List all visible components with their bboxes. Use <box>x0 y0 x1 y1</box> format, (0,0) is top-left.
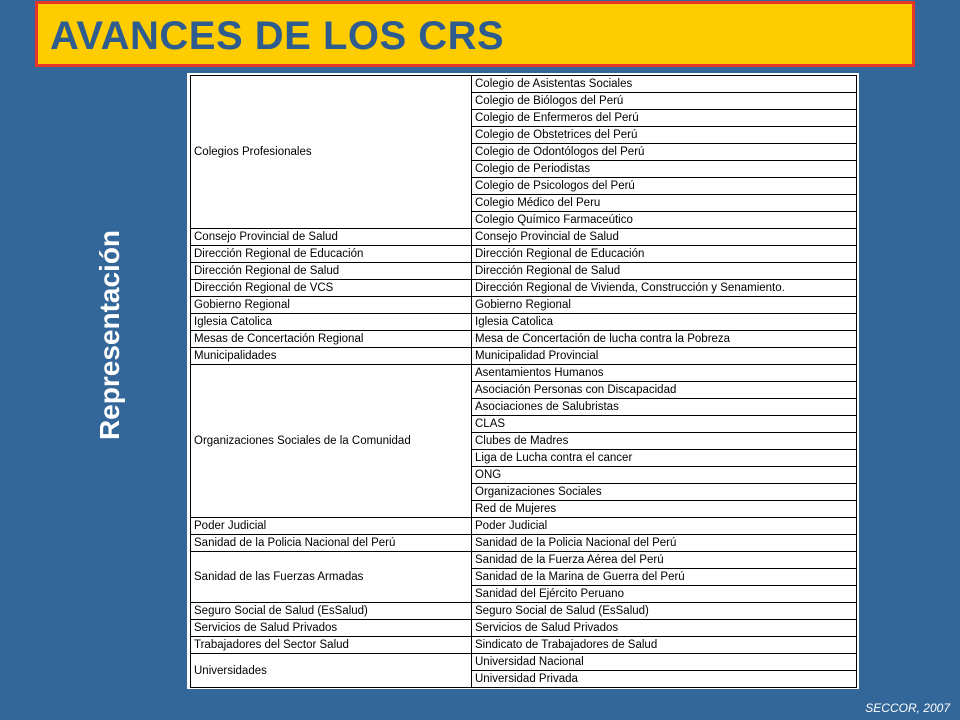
table-row <box>191 552 857 569</box>
footer-credit: SECCOR, 2007 <box>865 701 950 715</box>
member-cell: Colegio de Biólogos del Perú <box>472 93 857 110</box>
category-cell: Dirección Regional de VCS <box>191 280 472 297</box>
member-cell: Colegio de Asistentas Sociales <box>472 76 857 93</box>
table-row <box>191 229 857 246</box>
category-cell: Municipalidades <box>191 348 472 365</box>
category-cell: Mesas de Concertación Regional <box>191 331 472 348</box>
table-row <box>191 76 857 93</box>
category-cell: Seguro Social de Salud (EsSalud) <box>191 603 472 620</box>
table-row <box>191 348 857 365</box>
representation-table <box>190 75 857 688</box>
side-label: Representación <box>94 229 125 441</box>
table-row <box>191 314 857 331</box>
category-cell: Trabajadores del Sector Salud <box>191 637 472 654</box>
member-cell: Poder Judicial <box>472 518 857 535</box>
table-row <box>191 263 857 280</box>
category-cell: Dirección Regional de Educación <box>191 246 472 263</box>
member-cell: Organizaciones Sociales <box>472 484 857 501</box>
member-cell: Municipalidad Provincial <box>472 348 857 365</box>
table-row <box>191 280 857 297</box>
member-cell: Sanidad del Ejército Peruano <box>472 586 857 603</box>
representation-table-container <box>187 73 859 689</box>
category-cell: Servicios de Salud Privados <box>191 620 472 637</box>
table-row <box>191 603 857 620</box>
member-cell: Red de Mujeres <box>472 501 857 518</box>
table-row <box>191 246 857 263</box>
member-cell: Clubes de Madres <box>472 433 857 450</box>
member-cell: Universidad Privada <box>472 671 857 688</box>
member-cell: Colegio Médico del Peru <box>472 195 857 212</box>
category-cell: Organizaciones Sociales de la Comunidad <box>191 365 472 518</box>
table-row <box>191 365 857 382</box>
member-cell: Mesa de Concertación de lucha contra la Pobreza <box>472 331 857 348</box>
category-cell: Consejo Provincial de Salud <box>191 229 472 246</box>
member-cell: Colegio de Psicologos del Perú <box>472 178 857 195</box>
table-row <box>191 620 857 637</box>
member-cell: Seguro Social de Salud (EsSalud) <box>472 603 857 620</box>
table-body <box>191 76 857 688</box>
table-row <box>191 331 857 348</box>
category-cell: Universidades <box>191 654 472 688</box>
member-cell: Iglesia Catolica <box>472 314 857 331</box>
table-row <box>191 637 857 654</box>
member-cell: Dirección Regional de Salud <box>472 263 857 280</box>
category-cell: Colegios Profesionales <box>191 76 472 229</box>
member-cell: Sanidad de la Fuerza Aérea del Perú <box>472 552 857 569</box>
title-banner <box>35 1 915 67</box>
slide-title: AVANCES DE LOS CRS <box>50 14 505 58</box>
category-cell: Sanidad de la Policia Nacional del Perú <box>191 535 472 552</box>
member-cell: Colegio de Enfermeros del Perú <box>472 110 857 127</box>
category-cell: Iglesia Catolica <box>191 314 472 331</box>
member-cell: Liga de Lucha contra el cancer <box>472 450 857 467</box>
member-cell: Asociaciones de Salubristas <box>472 399 857 416</box>
member-cell: Dirección Regional de Educación <box>472 246 857 263</box>
member-cell: Sanidad de la Marina de Guerra del Perú <box>472 569 857 586</box>
member-cell: Asociación Personas con Discapacidad <box>472 382 857 399</box>
member-cell: ONG <box>472 467 857 484</box>
category-cell: Dirección Regional de Salud <box>191 263 472 280</box>
category-cell: Gobierno Regional <box>191 297 472 314</box>
member-cell: Colegio de Odontólogos del Perú <box>472 144 857 161</box>
member-cell: CLAS <box>472 416 857 433</box>
member-cell: Servicios de Salud Privados <box>472 620 857 637</box>
category-cell: Poder Judicial <box>191 518 472 535</box>
member-cell: Sindicato de Trabajadores de Salud <box>472 637 857 654</box>
category-cell: Sanidad de las Fuerzas Armadas <box>191 552 472 603</box>
member-cell: Sanidad de la Policia Nacional del Perú <box>472 535 857 552</box>
member-cell: Colegio Químico Farmaceútico <box>472 212 857 229</box>
member-cell: Gobierno Regional <box>472 297 857 314</box>
member-cell: Colegio de Obstetrices del Perú <box>472 127 857 144</box>
member-cell: Asentamientos Humanos <box>472 365 857 382</box>
table-row <box>191 518 857 535</box>
table-row <box>191 654 857 671</box>
member-cell: Colegio de Periodistas <box>472 161 857 178</box>
member-cell: Universidad Nacional <box>472 654 857 671</box>
member-cell: Consejo Provincial de Salud <box>472 229 857 246</box>
table-row <box>191 297 857 314</box>
table-row <box>191 535 857 552</box>
member-cell: Dirección Regional de Vivienda, Construcción y Senamiento. <box>472 280 857 297</box>
